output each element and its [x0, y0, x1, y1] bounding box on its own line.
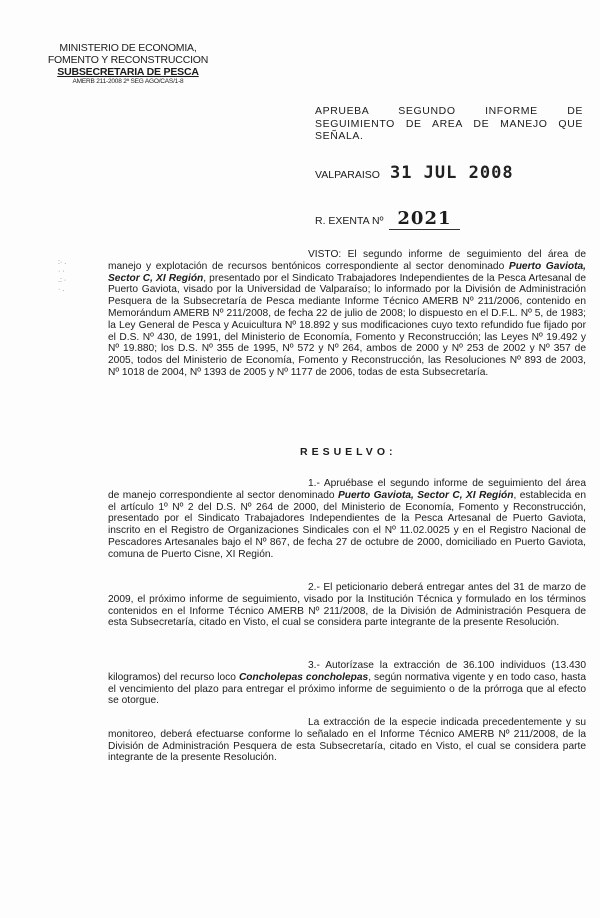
- visto-sector: Puerto Gaviota, Sector C, XI Región: [108, 260, 587, 284]
- resolution-number-line: [315, 208, 460, 230]
- resolution-number: 2021: [389, 208, 459, 230]
- resolution-label: R. EXENTA Nº: [315, 215, 384, 227]
- extraction-paragraph: [108, 717, 586, 764]
- extraction-text: La extracción de la especie indicada precedentemente y su monitoreo, deberá efectuarse conforme lo señalado en el Informe Técnico AMERB Nº 211/2008, de la División de Administración Pesquera de esta Subsecretaría, citado en Visto, el cual se considera parte integrante de la presente Resolución.: [108, 717, 586, 764]
- subsecretaria-line: SUBSECRETARIA DE PESCA: [57, 66, 199, 78]
- reference-code: AMERB 211-2008 2ª SEG AGO/CAS/1-8: [72, 78, 184, 85]
- article-3-species: Concholepas concholepas: [238, 671, 369, 683]
- article-1-rest: , establecida en el artículo 1º Nº 2 del D.S. Nº 264 de 2000, del Ministerio de Economía, Fomento y Reconstrucción, presentado por el Sindicato Trabajadores Independientes de la Pesca Artesanal de Puerto Gaviota, inscrito en el Registro de Organizaciones Sindicales con el Nº 11.02.0025 y en el Registro Nacional de Pescadores Artesanales bajo el Nº 867, de fecha 27 de octubre de 2000, domiciliado en Puerto Gaviota, comuna de Puerto Cisne, XI Región.: [108, 489, 586, 560]
- article-1-sector: Puerto Gaviota, Sector C, XI Región: [337, 489, 514, 501]
- place-label: VALPARAISO: [315, 169, 380, 181]
- date-stamp: 31 JUL 2008: [389, 163, 514, 183]
- article-3: [108, 660, 586, 707]
- resolution-subject: APRUEBA SEGUNDO INFORME DE SEGUIMIENTO DE AREA DE MANEJO QUE SEÑALA.: [315, 105, 583, 142]
- article-2-text: 2.- El peticionario deberá entregar antes del 31 de marzo de 2009, el próximo informe de seguimiento, visado por la Institución Técnica y formulado en los términos contenidos en el Informe Técnico AMERB Nº 211/2008, de la División de Administración Pesquera de esta Subsecretaría, citado en Visto, el cual se considera parte integrante de la presente Resolución.: [108, 582, 586, 629]
- ministry-line-2: FOMENTO Y RECONSTRUCCION: [47, 54, 209, 66]
- article-3-lead: 3.- Autorízase la extracción de 36.100 individuos (13.430 kilogramos) del recurso loco: [108, 660, 586, 683]
- letterhead: [28, 42, 228, 86]
- visto-lead: VISTO: El segundo informe de seguimiento del área de manejo y explotación de recursos bentónicos correspondiente al sector denominado: [108, 249, 586, 272]
- article-1: [108, 478, 586, 561]
- visto-paragraph: [108, 249, 586, 379]
- ministry-line: MINISTERIO DE ECONOMIA,: [59, 42, 197, 54]
- resuelvo-heading: RESUELVO:: [300, 446, 397, 458]
- date-line: [315, 163, 514, 183]
- article-1-lead: 1.- Apruébase el segundo informe de seguimiento del área de manejo correspondiente al sector denominado: [108, 478, 586, 501]
- visto-rest: , presentado por el Sindicato Trabajadores Independientes de la Pesca Artesanal de Puerto Gaviota, visado por la Universidad de Valparaíso; lo informado por la División de Administración Pesquera de la Subsecretaría de Pesca mediante Informe Técnico AMERB Nº 211/2006, contenido en Memorándum AMERB Nº 211/2008, de fecha 22 de julio de 2008; lo dispuesto en el D.F.L. Nº 5, de 1983; la Ley General de Pesca y Acuicultura Nº 18.892 y sus modificaciones cuyo texto refundido fue fijado por el D.S. Nº 430, de 1991, del Ministerio de Economía, Fomento y Reconstrucción; las Leyes Nº 19.492 y Nº 19.880; los D.S. Nº 355 de 1995, Nº 572 y Nº 264, ambos de 2000 y Nº 253 de 2002 y Nº 357 de 2005, todos del Ministerio de Economía, Fomento y Reconstrucción, las Resoluciones Nº 893 de 2003, Nº 1018 de 2004, Nº 1393 de 2005 y Nº 1177 de 2006, todas de esta Subsecretaría.: [108, 272, 586, 378]
- article-3-rest: , según normativa vigente y en todo caso, hasta el vencimiento del plazo para entregar el próximo informe de seguimiento o de la prórroga que al efecto se otorgue.: [108, 671, 586, 707]
- article-2: [108, 582, 586, 629]
- margin-annotation: :· . · · .: · · .: [58, 259, 67, 293]
